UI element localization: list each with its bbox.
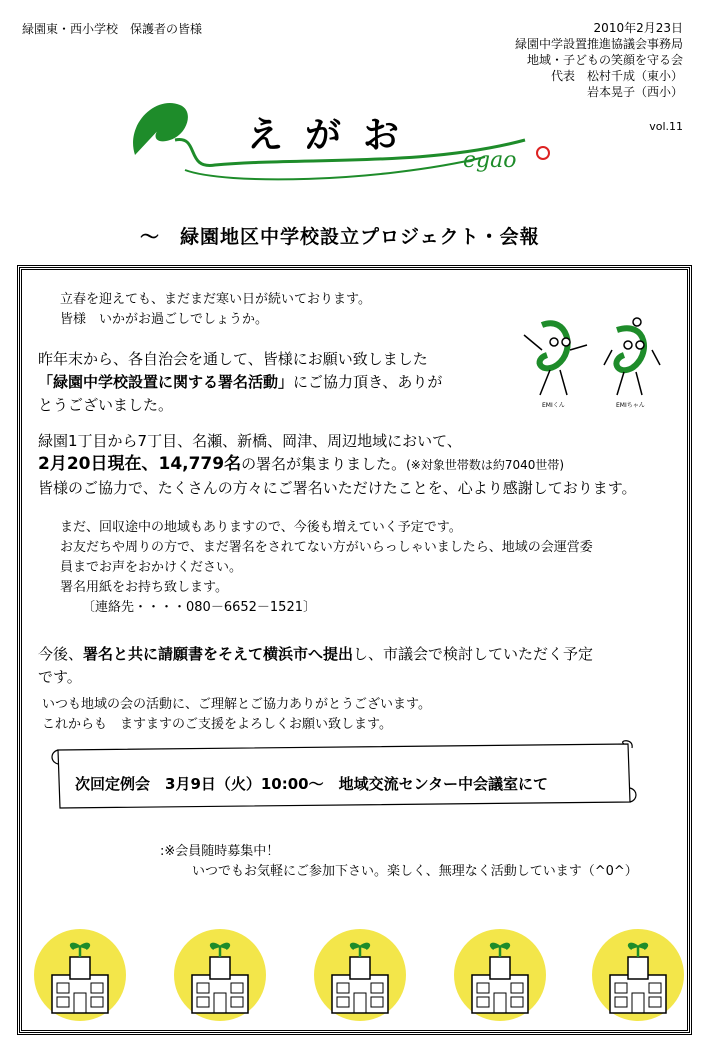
plan-line: です。 — [38, 668, 82, 686]
representative-1: 代表 松村千成（東小） — [550, 69, 683, 83]
recruit-text: いつでもお気軽にご参加下さい。楽しく、無理なく活動しています（^0^） — [192, 864, 638, 879]
logo-subtitle: egao — [463, 148, 517, 173]
header-info — [515, 20, 683, 100]
plan-text: 今後、 — [38, 645, 84, 663]
contact-info: 〔連絡先・・・・080－6652－1521〕 — [82, 600, 316, 615]
school-icon — [34, 929, 126, 1021]
thanks-paragraph — [38, 348, 508, 417]
greeting — [60, 290, 371, 330]
school-illustrations — [30, 925, 690, 1025]
campaign-name: 「緑園中学校設置に関する署名活動」 — [38, 373, 294, 391]
households-note: (※対象世帯数は約7040世帯) — [406, 458, 565, 472]
school-icon — [314, 929, 406, 1021]
collection-line: 署名用紙をお持ち致します。 — [60, 580, 228, 595]
result-text: の署名が集まりました。 — [241, 455, 407, 473]
thanks-line — [38, 371, 508, 394]
thanks-line: 昨年末から、各自治会を通して、皆様にお願い致しました — [38, 350, 428, 368]
collection-line: 員までお声をおかけください。 — [60, 560, 243, 575]
date: 2010年2月23日 — [593, 21, 683, 35]
signature-count: 2月20日現在、14,779名 — [38, 454, 242, 474]
page-subtitle: ～ 緑園地区中学校設立プロジェクト・会報 — [140, 226, 540, 248]
closing-line: いつも地域の会の活動に、ご理解とご協力ありがとうございます。 — [42, 697, 431, 712]
leaf-swirl-icon — [133, 103, 188, 155]
result-line: 緑園1丁目から7丁目、名瀬、新橋、岡津、周辺地域において、 — [38, 432, 462, 450]
mascot-emi-chan — [604, 318, 660, 395]
result-paragraph — [38, 430, 698, 500]
plan-paragraph — [38, 643, 678, 689]
greeting-line: 立春を迎えても、まだまだ寒い日が続いております。 — [60, 292, 371, 307]
school-icon — [454, 929, 546, 1021]
egao-logo — [125, 95, 565, 185]
closing-paragraph — [42, 695, 662, 735]
organization: 緑園中学設置推進協議会事務局 — [514, 37, 683, 51]
closing-line: これからも ますますのご支援をよろしくお願い致します。 — [42, 717, 392, 732]
thanks-text: にご協力頂き、ありが — [293, 373, 443, 391]
school-icon — [592, 929, 684, 1021]
mascot-illustration — [512, 310, 672, 410]
next-meeting-info: 次回定例会 3月9日（火）10:00～ 地域交流センター中会議室にて — [75, 775, 549, 793]
volume-label: vol.11 — [649, 120, 683, 133]
result-line: 皆様のご協力で、たくさんの方々にご署名いただけたことを、心より感謝しております。 — [38, 479, 637, 497]
plan-line — [38, 643, 678, 666]
group-name: 地域・子どもの笑顔を守る会 — [526, 53, 683, 67]
plan-text: し、市議会で検討していただく予定 — [353, 645, 594, 663]
mascot-b-label: EMIちゃん — [616, 402, 645, 409]
mascot-a-label: EMIくん — [542, 402, 565, 409]
result-line — [38, 453, 698, 477]
representative-2: 岩本晃子（西小） — [586, 85, 683, 99]
greeting-line: 皆様 いかがお過ごしでしょうか。 — [60, 312, 269, 327]
mascot-emi-kun — [524, 323, 587, 395]
recipient-line: 緑園東・西小学校 保護者の皆様 — [22, 22, 203, 36]
logo-title: えがお — [247, 115, 422, 156]
collection-paragraph — [60, 518, 660, 618]
thanks-line: とうございました。 — [38, 396, 174, 414]
collection-line: まだ、回収途中の地域もありますので、今後も増えていく予定です。 — [60, 520, 462, 535]
plan-emphasis: 署名と共に請願書をそえて横浜市へ提出 — [83, 645, 354, 663]
recruit-heading: :※会員随時募集中！ — [160, 844, 280, 859]
collection-line: お友だちや周りの方で、まだ署名をされてない方がいらっしゃいましたら、地域の会運営委 — [60, 540, 593, 555]
recruitment-notice — [160, 842, 680, 882]
school-icon — [174, 929, 266, 1021]
